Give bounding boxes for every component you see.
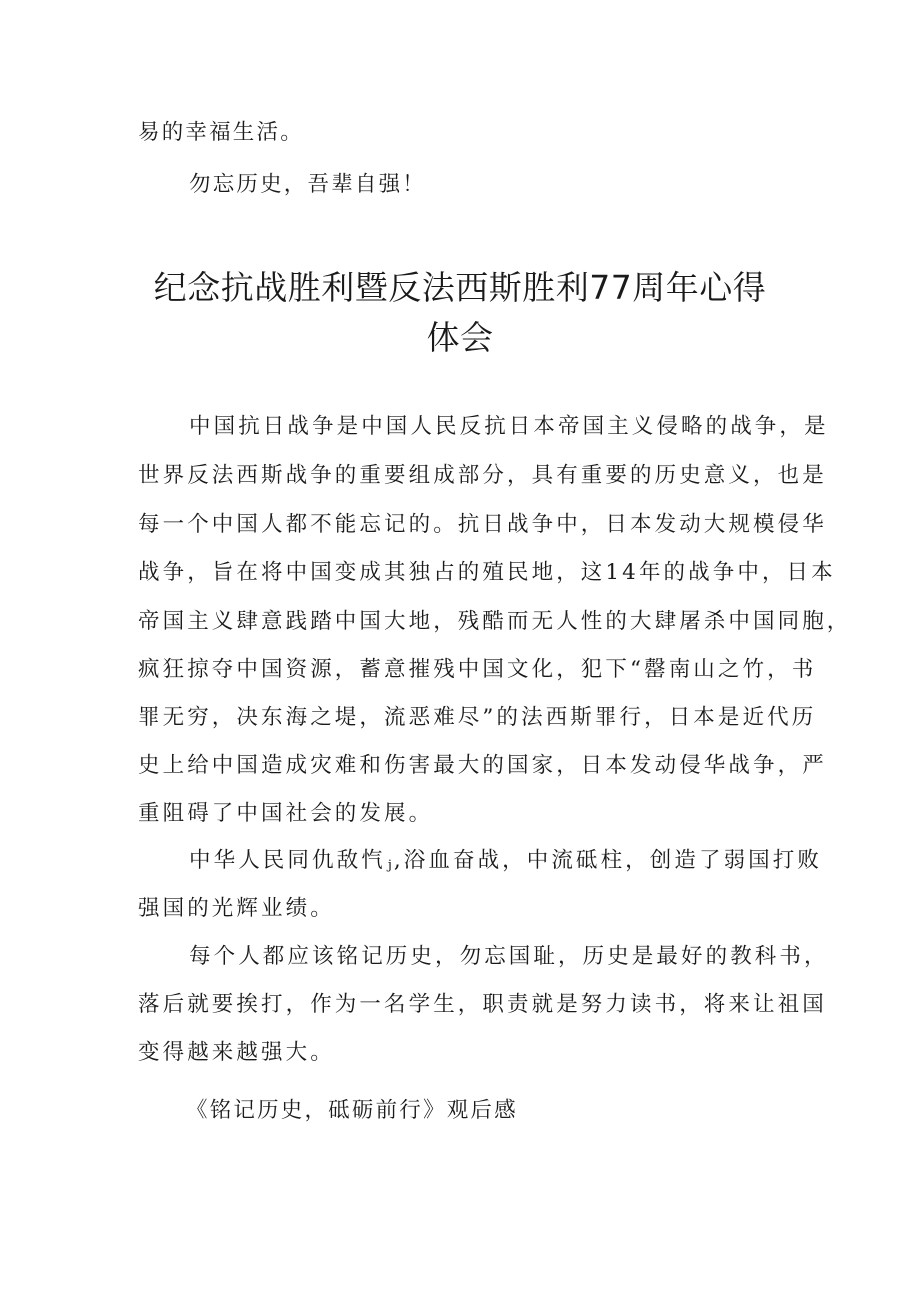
intro-line-1: 易的幸福生活。: [138, 120, 304, 145]
paragraph-1-line: 帝国主义肆意践踏中国大地，残酷而无人性的大肆屠杀中国同胞，: [138, 609, 852, 634]
paragraph-2-line-2: 强国的光辉业绩。: [138, 896, 335, 921]
paragraph-1-line: 战争，旨在将中国变成其独占的殖民地，这14年的战争中，日本: [138, 560, 836, 585]
paragraph-1-line: 中国抗日战争是中国人民反抗日本帝国主义侵略的战争，是: [189, 414, 829, 439]
intro-line-2: 勿忘历史，吾辈自强！: [189, 172, 427, 197]
paragraph-2-text-a: 中华人民同仇敌忾: [189, 848, 386, 873]
paragraph-1-line: 罪无穷，决东海之堤，流恶难尽”的法西斯罪行，日本是近代历: [138, 705, 817, 730]
paragraph-3-line: 变得越来越强大。: [138, 1040, 335, 1065]
paragraph-1-line: 史上给中国造成灾难和伤害最大的国家，日本发动侵华战争，严: [138, 753, 827, 778]
page-title-line-1: 纪念抗战胜利暨反法西斯胜利77周年心得: [153, 268, 767, 307]
paragraph-1-line: 疯狂掠夺中国资源，蓄意摧残中国文化，犯下“罄南山之竹，书: [138, 657, 817, 682]
paragraph-1-line: 每一个中国人都不能忘记的。抗日战争中，日本发动大规模侵华: [138, 512, 827, 537]
page-title-line-2: 体会: [426, 318, 494, 357]
paragraph-3-line: 落后就要挨打，作为一名学生，职责就是努力读书，将来让祖国: [138, 992, 827, 1017]
paragraph-2-text-b: ,浴血奋战，中流砥柱，创造了弱国打败: [393, 848, 822, 873]
paragraph-2-stray-mark: j: [387, 858, 392, 873]
paragraph-1-line: 世界反法西斯战争的重要组成部分，具有重要的历史意义，也是: [138, 463, 827, 488]
next-section-heading: 《铭记历史，砥砺前行》观后感: [186, 1098, 518, 1123]
paragraph-1-line: 重阻碍了中国社会的发展。: [138, 801, 434, 826]
paragraph-3-line: 每个人都应该铭记历史，勿忘国耻，历史是最好的教科书，: [189, 944, 829, 969]
paragraph-2-line-1: [189, 846, 822, 881]
